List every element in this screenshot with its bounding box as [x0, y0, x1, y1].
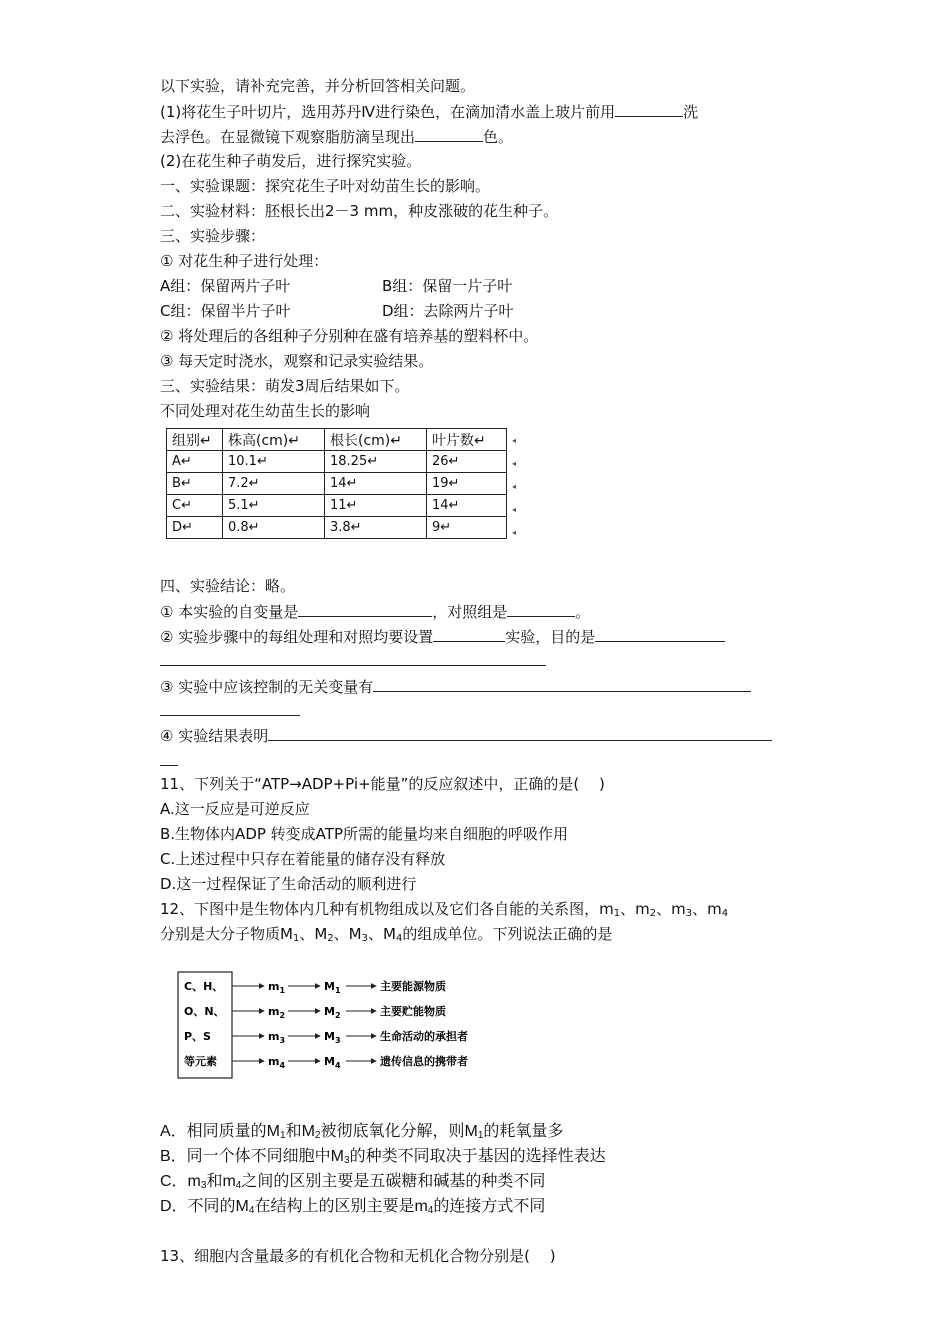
table-cell: 11↵	[325, 495, 427, 517]
monomer-label: $m_2$	[268, 1005, 286, 1020]
table-cell: C↵	[167, 495, 223, 517]
table-row	[167, 451, 507, 473]
q11-option-a[interactable]: A.这一反应是可逆反应	[160, 800, 310, 818]
section-materials: 二、实验材料：胚根长出2－3 mm，种皮涨破的花生种子。	[160, 202, 559, 220]
table-cell: 3.8↵	[325, 517, 427, 539]
answer-blank[interactable]	[433, 626, 505, 642]
answer-blank[interactable]	[507, 601, 575, 617]
table-cell: A↵	[167, 451, 223, 473]
row-end-mark: ◂	[512, 505, 517, 514]
q12-option-b[interactable]: B．同一个体不同细胞中$M_3$的种类不同取决于基因的选择性表达	[160, 1148, 606, 1166]
answer-line[interactable]	[160, 715, 300, 716]
table-cell: 10.1↵	[223, 451, 325, 473]
sub-question-1: ① 本实验的自变量是 ，对照组是 。	[160, 603, 591, 621]
table-header-row	[167, 429, 507, 451]
q11-option-c[interactable]: C.上述过程中只存在着能量的储存没有释放	[160, 850, 446, 868]
table-row	[167, 495, 507, 517]
intro-text: 以下实验，请补充完善，并分析回答相关问题。	[160, 77, 476, 95]
section-conclusion: 四、实验结论：略。	[160, 577, 296, 595]
table-header-cell: 根长(cm)↵	[325, 429, 427, 451]
table-header-cell: 叶片数↵	[427, 429, 507, 451]
table-cell: 7.2↵	[223, 473, 325, 495]
diagram-row-3	[232, 1029, 468, 1045]
function-label: 遗传信息的携带者	[380, 1055, 468, 1068]
table-header-cell: 株高(cm)↵	[223, 429, 325, 451]
element-label: C、H、	[184, 980, 224, 993]
answer-blank[interactable]	[415, 126, 483, 142]
answer-blank[interactable]	[298, 601, 432, 617]
q12-option-c[interactable]: C．$m_3$和$m_4$之间的区别主要是五碳糖和碱基的种类不同	[160, 1173, 546, 1191]
diagram-row-2	[232, 1004, 446, 1020]
answer-blank[interactable]	[373, 676, 751, 692]
q11-option-b[interactable]: B.生物体内ADP 转变成ATP所需的能量均来自细胞的呼吸作用	[160, 825, 568, 843]
question-part-2: (2)在花生种子萌发后，进行探究实验。	[160, 152, 422, 170]
function-label: 主要贮能物质	[380, 1005, 446, 1018]
answer-blank[interactable]	[615, 101, 683, 117]
organic-compound-diagram	[168, 968, 498, 1086]
question-part-1-cont: 去浮色。在显微镜下观察脂肪滴呈现出 色。	[160, 128, 514, 146]
function-label: 生命活动的承担者	[380, 1030, 468, 1043]
polymer-label: $M_3$	[324, 1030, 341, 1045]
row-end-mark: ◂	[512, 459, 517, 468]
answer-blank[interactable]	[595, 626, 725, 642]
table-cell: B↵	[167, 473, 223, 495]
q11-option-d[interactable]: D.这一过程保证了生命活动的顺利进行	[160, 875, 417, 893]
sub-question-3: ③ 实验中应该控制的无关变量有	[160, 676, 751, 697]
table-cell: 9↵	[427, 517, 507, 539]
monomer-label: $m_3$	[268, 1030, 286, 1045]
row-end-mark: ◂	[512, 528, 517, 537]
table-header-cell: 组别↵	[167, 429, 223, 451]
sub-question-4: ④ 实验结果表明	[160, 725, 772, 746]
diagram-row-4	[232, 1054, 468, 1070]
step-2: ② 将处理后的各组种子分别种在盛有培养基的塑料杯中。	[160, 327, 539, 345]
table-cell: 5.1↵	[223, 495, 325, 517]
polymer-label: $M_1$	[324, 980, 341, 995]
table-cell: 0.8↵	[223, 517, 325, 539]
table-row	[167, 517, 507, 539]
q12-option-d[interactable]: D．不同的$M_4$在结构上的区别主要是$m_4$的连接方式不同	[160, 1198, 546, 1216]
table-cell: 18.25↵	[325, 451, 427, 473]
question-13: 13、细胞内含量最多的有机化合物和无机化合物分别是( )	[160, 1247, 556, 1265]
question-11: 11、下列关于“ATP→ADP+Pi+能量”的反应叙述中，正确的是( )	[160, 775, 605, 793]
table-cell: D↵	[167, 517, 223, 539]
step-1: ① 对花生种子进行处理：	[160, 252, 329, 270]
table-cell: 26↵	[427, 451, 507, 473]
section-results: 三、实验结果：萌发3周后结果如下。	[160, 377, 410, 395]
answer-blank[interactable]	[268, 725, 772, 741]
table-row	[167, 473, 507, 495]
polymer-label: $M_4$	[324, 1055, 341, 1070]
function-label: 主要能源物质	[380, 980, 446, 993]
table-cell: 19↵	[427, 473, 507, 495]
section-topic: 一、实验课题：探究花生子叶对幼苗生长的影响。	[160, 177, 491, 195]
step-3: ③ 每天定时浇水，观察和记录实验结果。	[160, 352, 434, 370]
sub-question-2: ② 实验步骤中的每组处理和对照均要设置 实验，目的是	[160, 626, 725, 647]
row-end-mark: ◂	[512, 436, 517, 445]
results-table	[166, 428, 507, 539]
answer-line[interactable]	[160, 765, 178, 766]
question-12-cont: 分别是大分子物质$M_1$、$M_2$、$M_3$、$M_4$的组成单位。下列说法正确的是	[160, 925, 613, 944]
question-12: 12、下图中是生物体内几种有机物组成以及它们各自能的关系图，$m_1$、$m_2$、$m_3$、$m_4$	[160, 900, 729, 919]
monomer-label: $m_1$	[268, 980, 286, 995]
element-label: P、S	[184, 1030, 211, 1043]
answer-line[interactable]	[160, 665, 546, 666]
groups-ab: A组：保留两片子叶 B组：保留一片子叶	[160, 277, 513, 295]
row-end-mark: ◂	[512, 482, 517, 491]
groups-cd: C组：保留半片子叶 D组：去除两片子叶	[160, 302, 514, 320]
diagram-row-1	[232, 979, 446, 995]
table-title: 不同处理对花生幼苗生长的影响	[160, 402, 371, 420]
section-steps: 三、实验步骤：	[160, 227, 266, 245]
monomer-label: $m_4$	[268, 1055, 286, 1070]
question-part-1: (1)将花生子叶切片，选用苏丹Ⅳ进行染色，在滴加清水盖上玻片前用 洗	[160, 103, 699, 121]
element-label: O、N、	[184, 1005, 225, 1018]
table-cell: 14↵	[325, 473, 427, 495]
polymer-label: $M_2$	[324, 1005, 341, 1020]
element-label: 等元素	[184, 1055, 217, 1068]
table-cell: 14↵	[427, 495, 507, 517]
q12-option-a[interactable]: A．相同质量的$M_1$和$M_2$被彻底氧化分解，则$M_1$的耗氧量多	[160, 1123, 564, 1141]
